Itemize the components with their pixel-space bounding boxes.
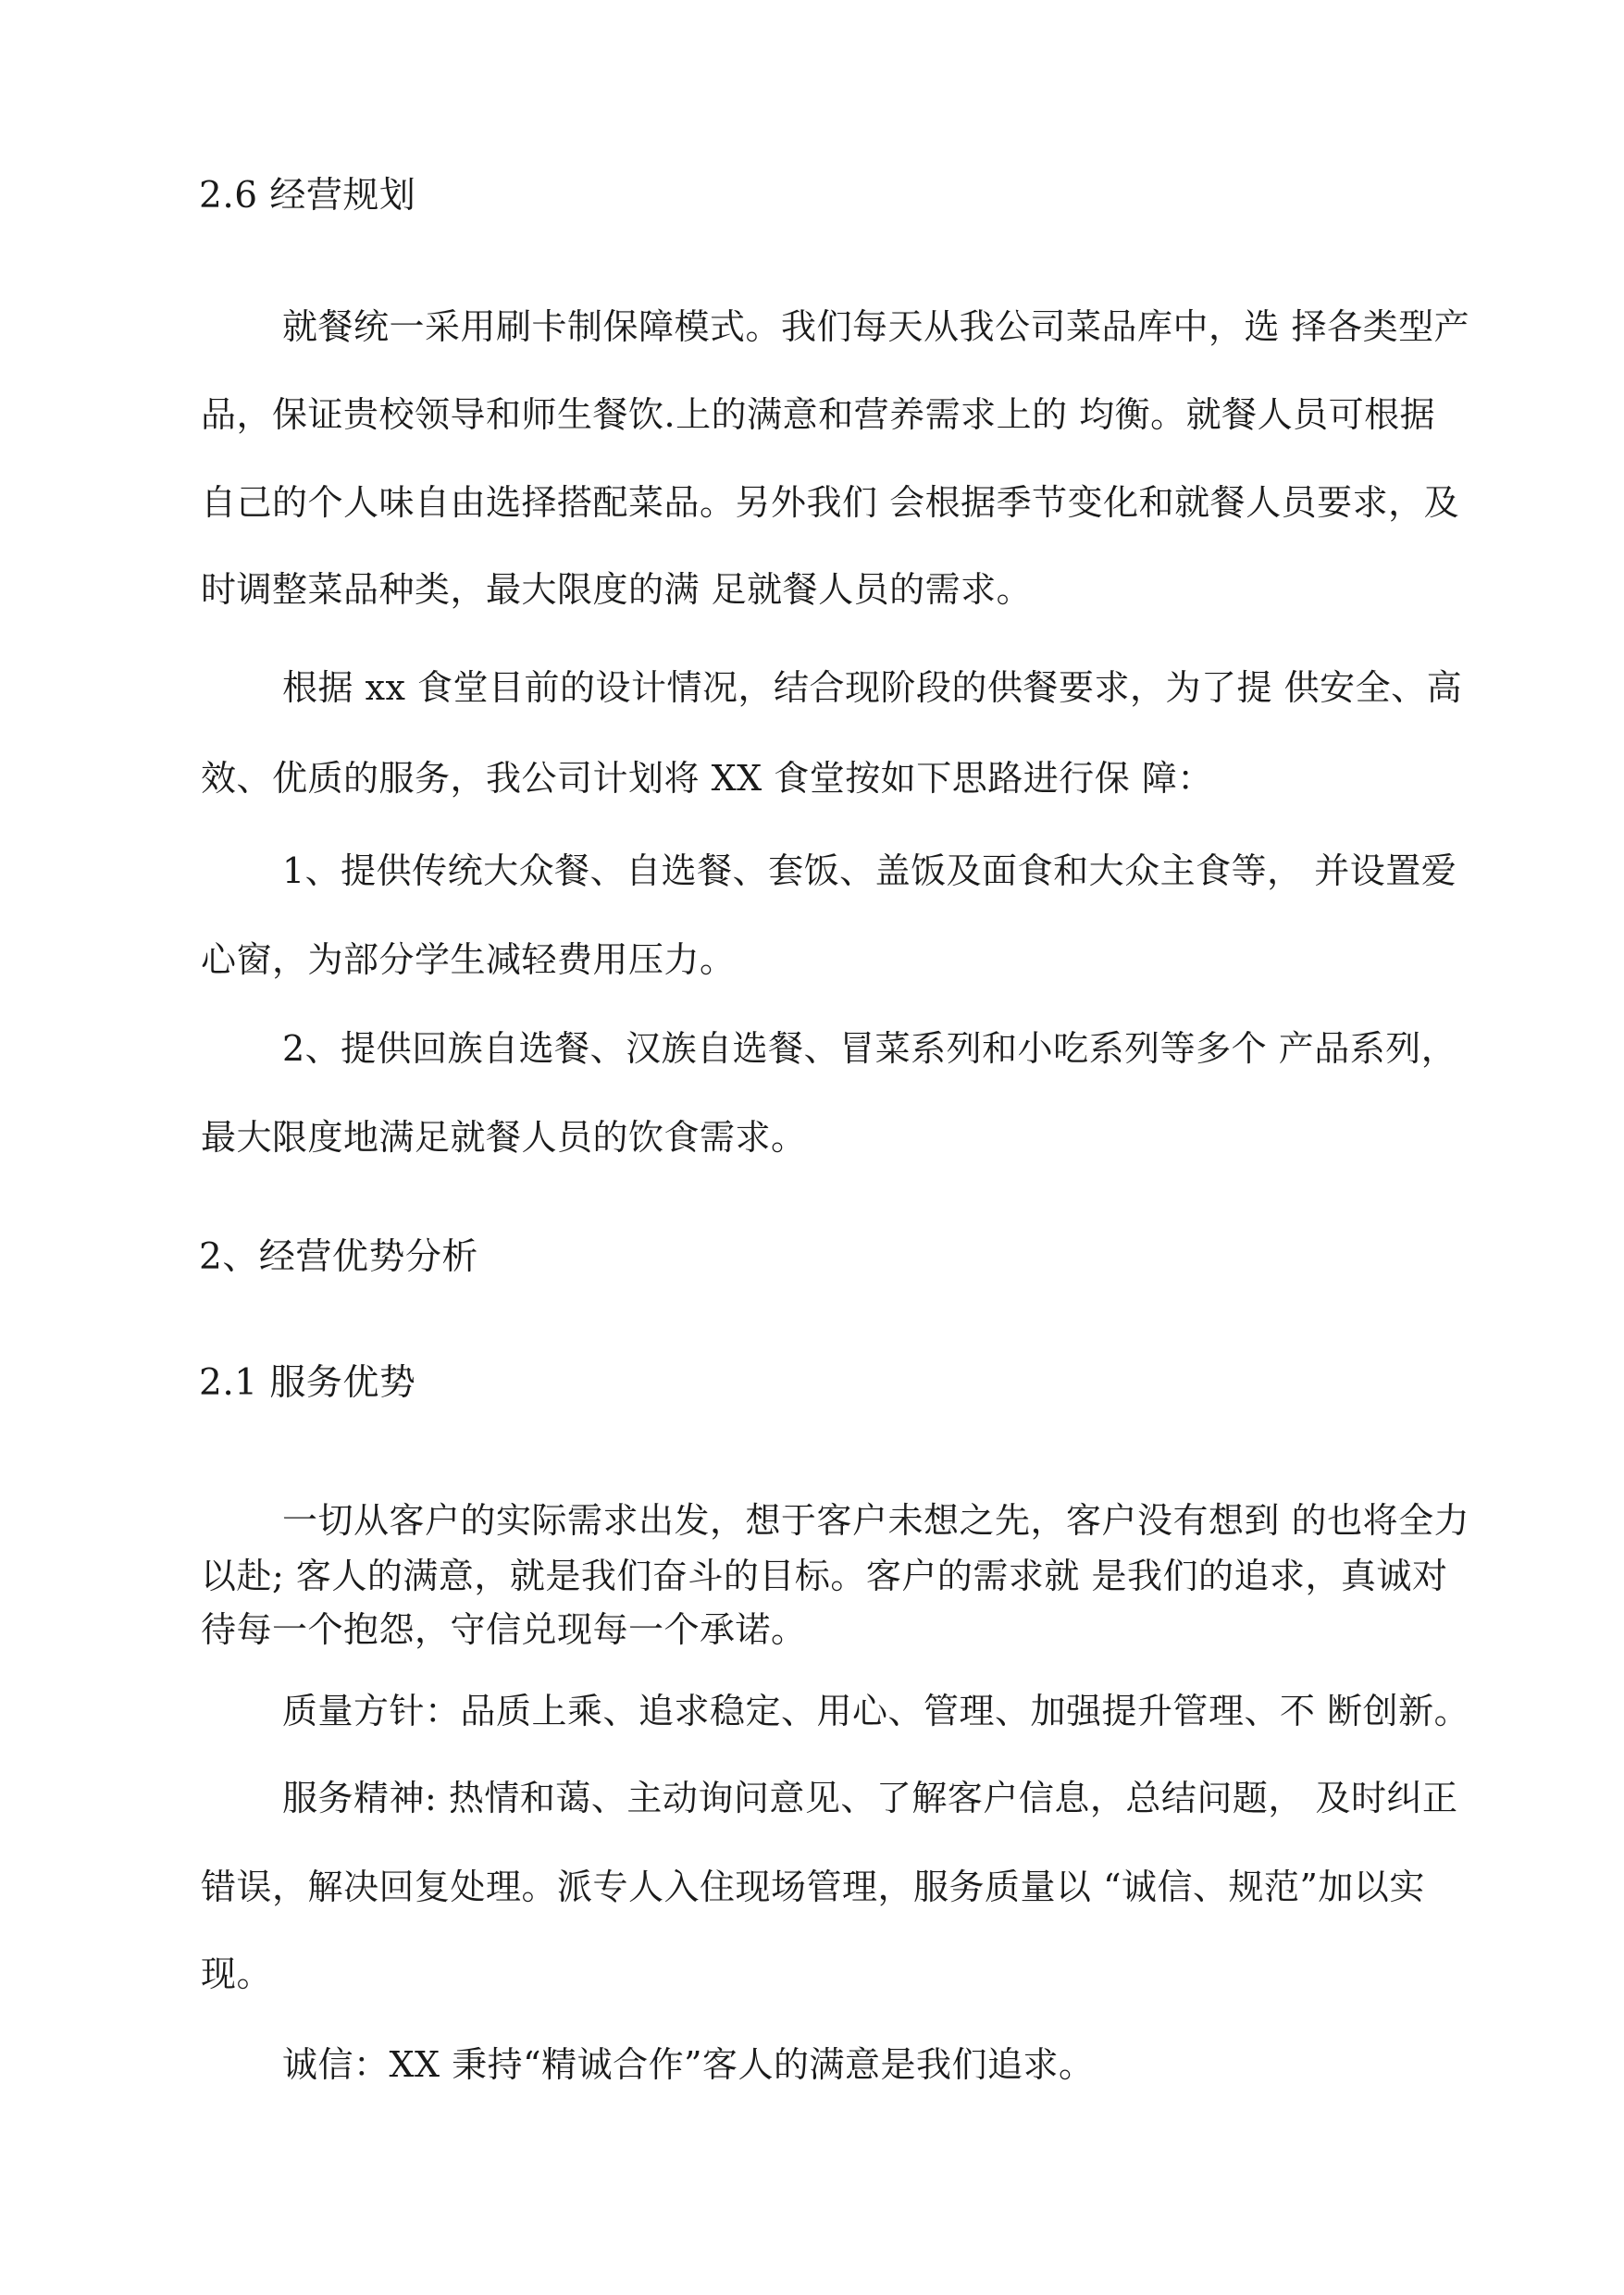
paragraph-line: 就餐统一采用刷卡制保障模式。我们每天从我公司菜品库中，选 择各类型产 [282, 306, 1470, 347]
paragraph-line: 自己的个人味自由选择搭配菜品。另外我们 会根据季节变化和就餐人员要求，及 [201, 482, 1460, 523]
paragraph-line: 时调整菜品种类，最大限度的满 足就餐人员的需求。 [201, 569, 1033, 610]
paragraph-line: 错误，解决回复处理。派专人入住现场管理，服务质量以 “诚信、规范”加以实 [201, 1867, 1425, 1907]
list-item-line: 1、提供传统大众餐、自选餐、套饭、盖饭及面食和大众主食等， 并设置爱 [282, 850, 1457, 891]
integrity-line: 诚信：XX 秉持“精诚合作”客人的满意是我们追求。 [282, 2044, 1095, 2085]
paragraph-line: 一切从客户的实际需求出发，想于客户未想之先，客户没有想到 的也将全力 [282, 1500, 1470, 1541]
section-heading-2-6: 2.6 经营规划 [199, 175, 416, 217]
paragraph-line: 待每一个抱怨，守信兑现每一个承诺。 [201, 1609, 807, 1650]
list-item-line: 2、提供回族自选餐、汉族自选餐、冒菜系列和小吃系列等多个 产品系列， [282, 1028, 1457, 1069]
paragraph-line: 现。 [201, 1954, 273, 1994]
list-item-line: 最大限度地满足就餐人员的饮食需求。 [201, 1117, 807, 1158]
section-heading-2-1: 2.1 服务优势 [199, 1362, 416, 1404]
paragraph-line: 根据 xx 食堂目前的设计情况，结合现阶段的供餐要求，为了提 供安全、高 [282, 667, 1463, 708]
paragraph-line: 效、优质的服务，我公司计划将 XX 食堂按如下思路进行保 障： [201, 758, 1213, 799]
list-item-line: 心窗，为部分学生减轻费用压力。 [201, 939, 736, 980]
paragraph-line: 以赴; 客人的满意，就是我们奋斗的目标。客户的需求就 是我们的追求，真诚对 [201, 1556, 1448, 1596]
paragraph-line: 品，保证贵校领导和师生餐饮.上的满意和营养需求上的 均衡。就餐人员可根据 [201, 394, 1436, 435]
paragraph-line: 服务精神: 热情和蔼、主动询问意见、了解客户信息，总结问题， 及时纠正 [282, 1778, 1458, 1818]
quality-policy-line: 质量方针：品质上乘、追求稳定、用心、管理、加强提升管理、不 断创新。 [282, 1691, 1470, 1731]
section-heading-2: 2、经营优势分析 [199, 1236, 478, 1278]
